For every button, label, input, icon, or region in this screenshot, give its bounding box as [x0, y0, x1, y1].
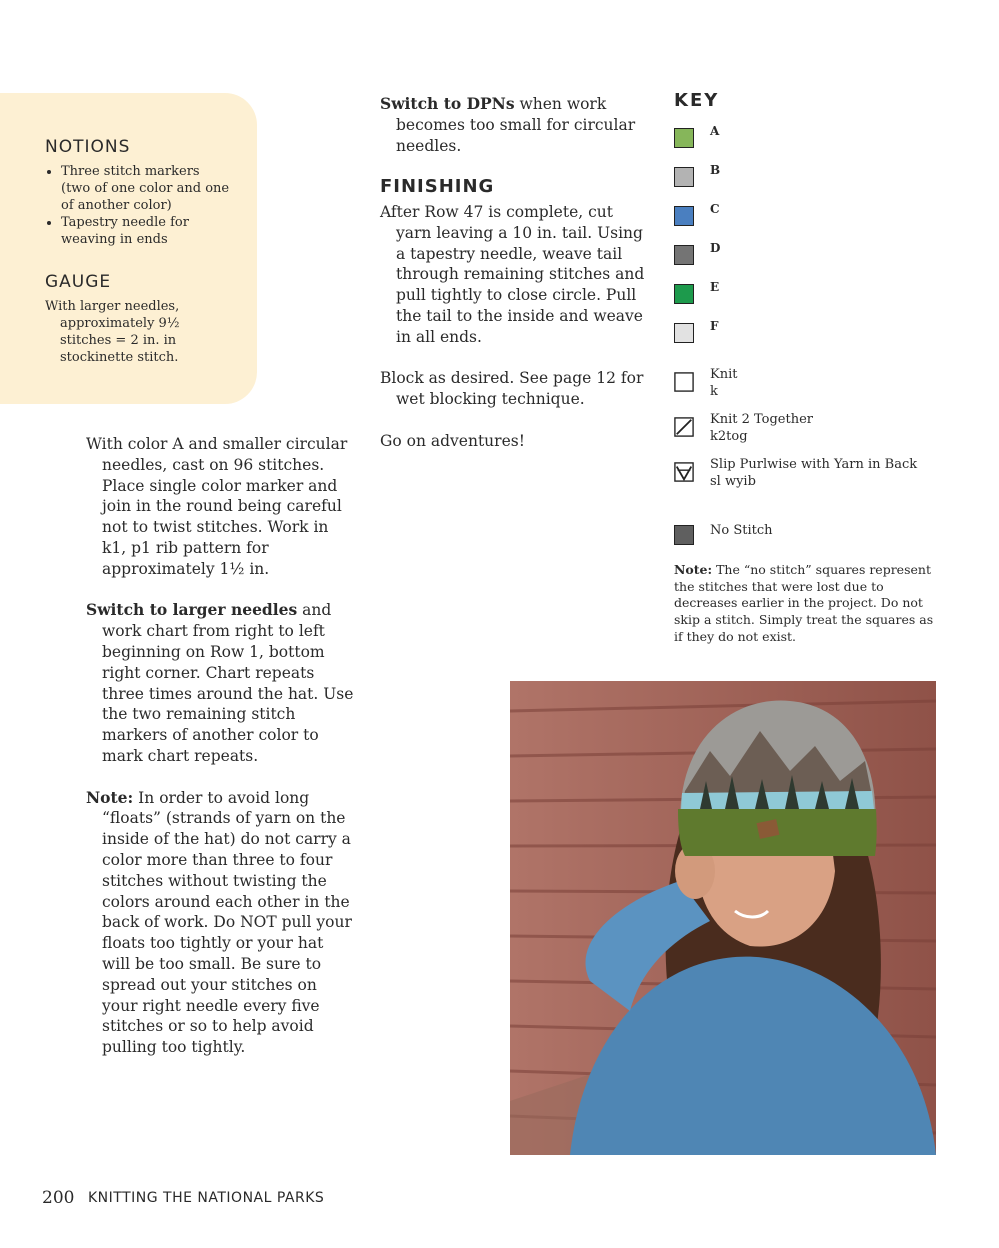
floats-note-paragraph: [86, 788, 354, 1058]
key-color-b: [674, 163, 964, 193]
symbol-name: Slip Purlwise with Yarn in Back: [710, 457, 918, 472]
symbol-label: [710, 366, 737, 400]
finishing-heading: FINISHING: [380, 176, 495, 198]
larger-needles-paragraph: [86, 600, 354, 766]
gauge-heading: GAUGE: [45, 272, 112, 292]
color-swatch: [674, 245, 694, 265]
color-swatch: [674, 323, 694, 343]
symbol-name: Knit 2 Together: [710, 412, 814, 427]
key-symbol-k2tog: [674, 412, 964, 453]
symbol-name: Knit: [710, 367, 738, 382]
color-letter: C: [710, 202, 720, 216]
color-letter: F: [710, 319, 719, 333]
notions-item: • Tapestry needle for weaving in ends: [61, 214, 231, 248]
symbol-abbr: sl wyib: [710, 474, 756, 489]
larger-needles-lead: Switch to larger needles: [86, 600, 298, 620]
key-color-c: [674, 202, 964, 232]
symbol-label: [710, 411, 813, 445]
floats-note-text: In order to avoid long “floats” (strands of yarn on the inside of the hat) do not carry a color more than three to four stitches without twisting the colors around each other in the back of work. Do NOT pull your floats too tightly or your hat will be too small. Be sure to spread out your stitches on your right needle every five stitches or so to help avoid pulling too tightly.: [102, 788, 352, 1057]
note-text: The “no stitch” squares represent the stitches that were lost due to decreases earlier in the project. Do not skip a stitch. Simply treat the squares as if they do not exist.: [674, 562, 934, 644]
key-color-a: [674, 124, 964, 154]
finishing-paragraph: After Row 47 is complete, cut yarn leaving a 10 in. tail. Using a tapestry needle, weave tail through remaining stitches and pull tightly to close circle. Pull the tail to the inside and weave in all ends.: [380, 202, 645, 346]
adventures-paragraph: Go on adventures!: [380, 431, 525, 450]
key-symbol-slip: [674, 457, 964, 498]
dpns-lead: Switch to DPNs: [380, 94, 515, 113]
color-swatch: [674, 128, 694, 148]
symbol-abbr: k: [710, 384, 718, 399]
color-letter: D: [710, 241, 721, 255]
symbol-name: No Stitch: [710, 523, 773, 538]
no-stitch-note: [674, 562, 944, 646]
gauge-text: With larger needles, approximately 9½ stitches = 2 in. in stockinette stitch.: [45, 299, 180, 365]
key-heading: KEY: [674, 90, 720, 111]
empty-square-icon: [674, 372, 694, 392]
color-letter: A: [710, 124, 720, 138]
color-swatch: [674, 284, 694, 304]
color-swatch: [674, 206, 694, 226]
notions-list: [45, 163, 231, 248]
page-number: 200: [42, 1188, 75, 1208]
key-symbol-knit: [674, 367, 964, 408]
cast-on-paragraph: With color A and smaller circular needles, cast on 96 stitches. Place single color marker and join in the round being careful not to twist stitches. Work in k1, p1 rib pattern for approximately 1½ in.: [86, 435, 348, 578]
dpns-text: when work becomes too small for circular needles.: [396, 95, 636, 155]
color-letter: E: [710, 280, 720, 294]
key-symbol-no-stitch: [674, 525, 964, 551]
dpns-paragraph: [380, 94, 648, 156]
floats-note-lead: Note:: [86, 787, 134, 807]
filled-square-icon: [674, 525, 694, 545]
key-color-f: [674, 319, 964, 349]
book-title: KNITTING THE NATIONAL PARKS: [88, 1190, 325, 1206]
blocking-paragraph: Block as desired. See page 12 for wet blocking technique.: [380, 369, 644, 409]
notions-item: • Three stitch markers (two of one color and one of another color): [61, 163, 231, 214]
larger-needles-text: and work chart from right to left beginning on Row 1, bottom right corner. Chart repeats three times around the hat. Use the two remaining stitch markers of another color to mark chart repeats.: [102, 601, 354, 765]
middle-column: [380, 94, 648, 472]
slash-square-icon: [674, 417, 694, 437]
color-swatch: [674, 167, 694, 187]
hat-photo: [510, 681, 936, 1155]
key-color-e: [674, 280, 964, 310]
note-lead: Note:: [674, 562, 713, 577]
color-letter: B: [710, 163, 721, 177]
notions-heading: NOTIONS: [45, 137, 131, 157]
symbol-label: [710, 456, 917, 490]
left-column: [86, 434, 354, 1079]
key-color-d: [674, 241, 964, 271]
woman-wearing-hat-image: [510, 681, 936, 1155]
symbol-abbr: k2tog: [710, 429, 748, 444]
v-square-icon: [674, 462, 694, 482]
